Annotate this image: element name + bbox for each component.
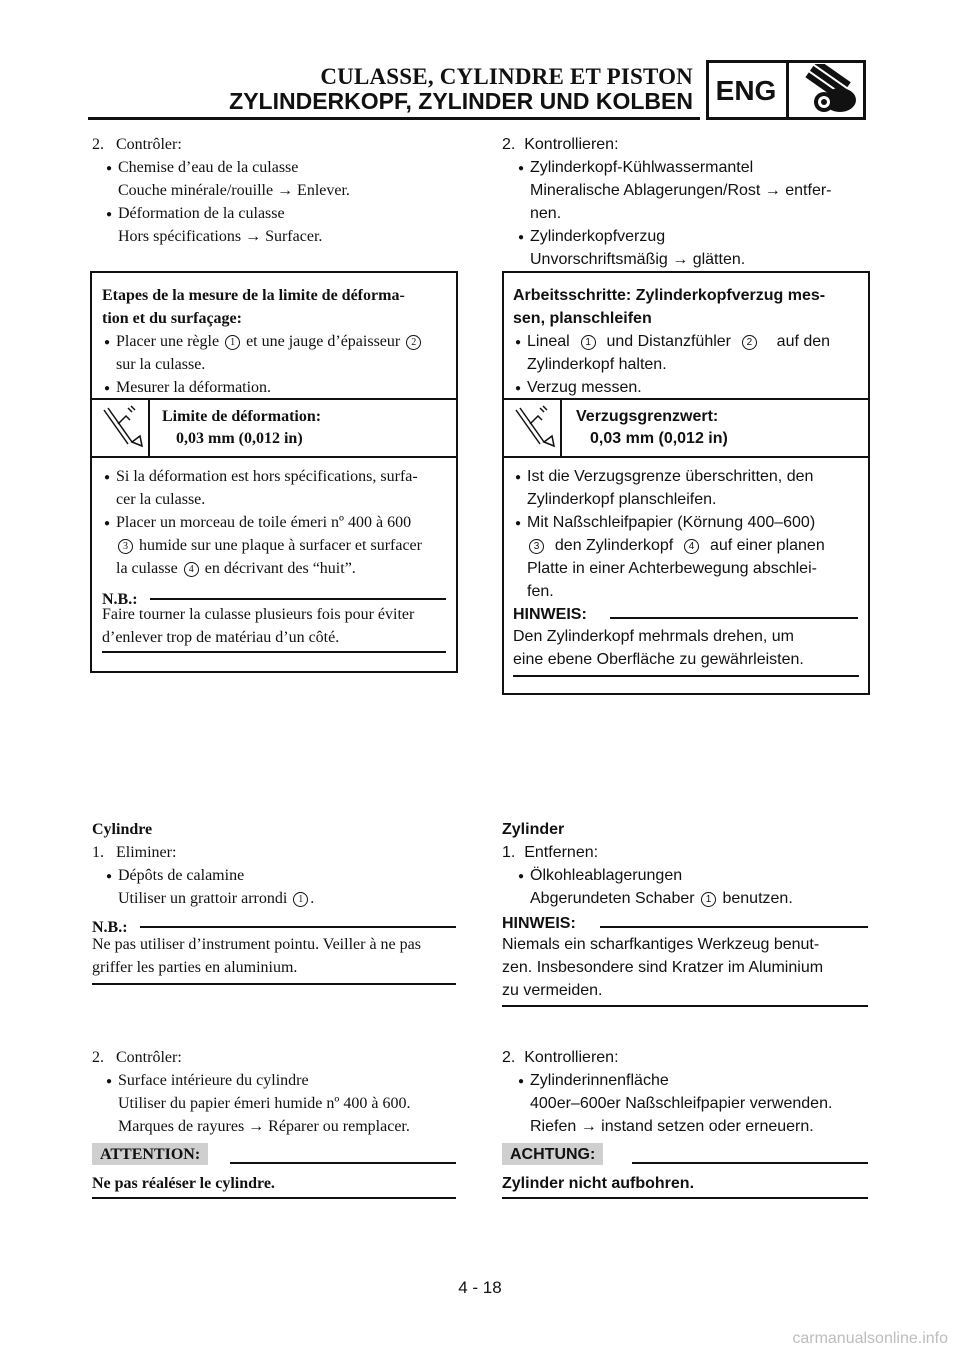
de-attention-text: Zylinder nicht aufbohren.	[502, 1175, 695, 1192]
de-warpage-action: Unvorschriftsmäßig → glätten.	[530, 251, 746, 268]
fr-nb2-rule	[140, 926, 456, 928]
de-box-step-emery-cont2: Platte in einer Achterbewegung abschlei-	[527, 560, 817, 577]
de-step-2: 2. Kontrollieren:	[502, 136, 619, 153]
de-box-step-resurface-cont: Zylinderkopf planschleifen.	[527, 491, 717, 508]
fr-attention-label: ATTENTION:	[92, 1143, 208, 1165]
fr-box-step-resurface: ● Si la déformation est hors spécifications, surfa-	[116, 465, 418, 488]
fr-nb-text-2: d’enlever trop de matériau d’un côté.	[102, 629, 340, 646]
fr-section-cylinder: Cylindre	[92, 821, 153, 838]
fr-nb2-end-rule	[92, 983, 456, 985]
fr-warpage-action: Hors spécifications → Surfacer.	[118, 228, 323, 245]
fr-nb2-text-1: Ne pas utiliser d’instrument pointu. Veiller à ne pas	[92, 936, 421, 953]
fr-box-step-resurface-cont: cer la culasse.	[116, 491, 206, 508]
de-nb2-text-2: zen. Insbesondere sind Kratzer im Aluminium	[502, 959, 824, 976]
caliper-icon	[98, 402, 146, 454]
fr-limit-value: 0,03 mm (0,012 in)	[176, 430, 303, 447]
de-nb-label: HINWEIS:	[513, 606, 587, 623]
de-nb-rule	[610, 617, 858, 619]
fr-bullet-bore: ● Surface intérieure du cylindre	[118, 1069, 309, 1092]
fr-nb-text-1: Faire tourner la culasse plusieurs fois pour éviter	[102, 606, 415, 623]
page-number: 4 - 18	[458, 1278, 502, 1297]
de-nb2-rule	[600, 926, 868, 928]
fr-box-step-ruler-cont: sur la culasse.	[116, 356, 206, 373]
fr-attention-end-rule	[92, 1197, 456, 1199]
de-box-divider-bottom	[502, 456, 870, 458]
engine-wrench-icon	[792, 64, 862, 116]
de-nb2-text-1: Niemals ein scharfkantiges Werkzeug benut-	[502, 936, 820, 953]
fr-nb2-text-2: griffer les parties en aluminium.	[92, 959, 298, 976]
fr-bullet-water-jacket: ● Chemise d’eau de la culasse	[118, 156, 298, 179]
fr-box-icon-divider	[148, 398, 150, 456]
de-box-title-line2: sen, planschleifen	[513, 310, 652, 327]
de-attention-end-rule	[502, 1197, 868, 1199]
de-bore-action-2: Riefen → instand setzen oder erneuern.	[530, 1118, 814, 1135]
de-nb-end-rule	[513, 675, 859, 677]
fr-nb-rule	[150, 598, 446, 600]
de-bullet-water-jacket: ● Zylinderkopf-Kühlwassermantel	[530, 156, 753, 179]
fr-attention-text: Ne pas réaléser le cylindre.	[92, 1175, 275, 1192]
de-section-cylinder: Zylinder	[502, 821, 565, 838]
fr-nb-label: N.B.:	[102, 591, 138, 608]
de-nb-text-2: eine ebene Oberfläche zu gewährleisten.	[513, 651, 804, 668]
de-nb2-end-rule	[502, 1005, 868, 1007]
header-rule	[88, 117, 700, 120]
de-nb2-text-3: zu vermeiden.	[502, 982, 603, 999]
de-limit-value: 0,03 mm (0,012 in)	[590, 430, 728, 447]
de-box-step-ruler-cont: Zylinderkopf halten.	[527, 356, 667, 373]
fr-box-step-emery: ● Placer un morceau de toile émeri nº 400 à 600	[116, 511, 411, 534]
de-attention-label: ACHTUNG:	[502, 1143, 603, 1165]
fr-bullet-carbon: ● Dépôts de calamine	[118, 864, 244, 887]
section-badge-divider	[786, 60, 789, 120]
fr-cyl-step-1: 1. Eliminer:	[92, 844, 177, 861]
header-title-de: ZYLINDERKOPF, ZYLINDER UND KOLBEN	[229, 88, 693, 114]
fr-water-jacket-action: Couche minérale/rouille → Enlever.	[118, 182, 350, 199]
de-box-step-emery: ● Mit Naßschleifpapier (Körnung 400–600)	[527, 511, 815, 534]
fr-box-step-ruler: ● Placer une règle 1 et une jauge d’épaisseur 2	[116, 330, 423, 353]
fr-step-2: 2. Contrôler:	[92, 136, 182, 153]
de-box-step-emery-cont3: fen.	[527, 583, 554, 600]
fr-box-step-measure: ● Mesurer la déformation.	[116, 376, 271, 399]
de-attention-rule	[632, 1162, 868, 1164]
de-bore-action-1: 400er–600er Naßschleifpapier verwenden.	[530, 1095, 833, 1112]
fr-box-title-line2: tion et du surfaçage:	[102, 310, 242, 327]
fr-nb-end-rule	[102, 651, 446, 653]
de-water-jacket-action-2: nen.	[530, 205, 562, 222]
fr-attention-rule	[230, 1162, 456, 1164]
fr-box-step-emery-cont1: 3 humide sur une plaque à surfacer et surfacer	[116, 534, 422, 557]
de-cyl-step-1: 1. Entfernen:	[502, 844, 599, 861]
fr-box-divider-bottom	[90, 456, 458, 458]
fr-bullet-warpage: ● Déformation de la culasse	[118, 202, 285, 225]
fr-box-title-line1: Etapes de la mesure de la limite de déforma-	[102, 287, 405, 304]
de-bullet-warpage: ● Zylinderkopfverzug	[530, 225, 665, 248]
de-box-title-line1: Arbeitsschritte: Zylinderkopfverzug mes-	[513, 287, 826, 304]
fr-limit-label: Limite de déformation:	[162, 408, 322, 425]
fr-bore-action-1: Utiliser du papier émeri humide nº 400 à 600.	[118, 1095, 411, 1112]
de-box-step-emery-cont1: 3 den Zylinderkopf 4 auf einer planen	[527, 534, 825, 557]
de-carbon-action: Abgerundeten Schaber 1 benutzen.	[530, 890, 793, 907]
section-badge: ENG	[715, 75, 777, 106]
de-box-icon-divider	[560, 398, 562, 456]
de-box-step-resurface: ● Ist die Verzugsgrenze überschritten, den	[527, 465, 813, 488]
de-water-jacket-action-1: Mineralische Ablagerungen/Rost → entfer-	[530, 182, 832, 199]
fr-cyl-step-2: 2. Contrôler:	[92, 1049, 182, 1066]
header-title-fr: CULASSE, CYLINDRE ET PISTON	[320, 64, 693, 89]
fr-nb2-label: N.B.:	[92, 919, 128, 936]
fr-bore-action-2: Marques de rayures → Réparer ou remplacer.	[118, 1118, 410, 1135]
de-bullet-bore: ● Zylinderinnenfläche	[530, 1069, 669, 1092]
de-box-step-measure: ● Verzug messen.	[527, 376, 642, 399]
fr-box-step-emery-cont2: la culasse 4 en décrivant des “huit”.	[116, 560, 356, 577]
de-limit-label: Verzugsgrenzwert:	[576, 408, 719, 425]
de-cyl-step-2: 2. Kontrollieren:	[502, 1049, 619, 1066]
caliper-icon	[510, 402, 558, 454]
de-nb-text-1: Den Zylinderkopf mehrmals drehen, um	[513, 628, 795, 645]
de-box-step-ruler: ● Lineal 1 und Distanzfühler 2 auf den	[527, 330, 830, 353]
fr-carbon-action: Utiliser un grattoir arrondi 1 .	[118, 890, 315, 907]
de-bullet-carbon: ● Ölkohleablagerungen	[530, 864, 682, 887]
de-nb2-label: HINWEIS:	[502, 915, 576, 932]
watermark: carmanualsonline.info	[792, 1330, 948, 1347]
